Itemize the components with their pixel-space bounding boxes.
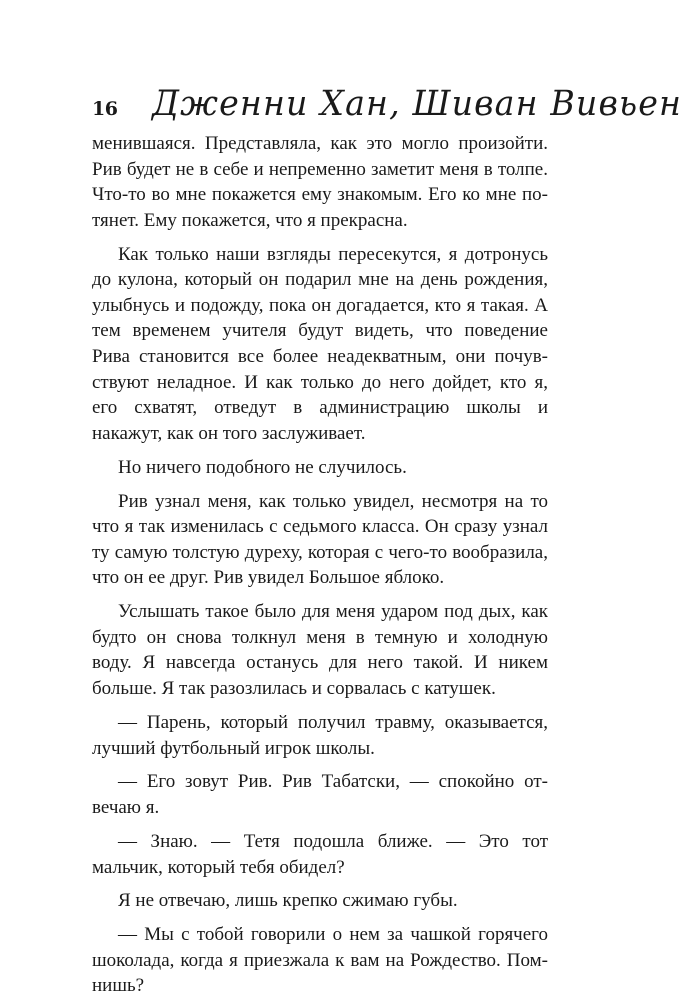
dialogue-paragraph: — Его зовут Рив. Рив Табатски, — спокойно отвечаю я. — [92, 771, 548, 819]
body-text — [92, 131, 548, 1007]
paragraph: Но ничего подобного не случилось. — [118, 456, 407, 478]
paragraph: Как только наши взгляды пересекутся, я дотронусь до кулона, который он подарил мне на день рождения, улыбнусь и подожду, пока он догадается, кто я такая. А тем временем учителя будут видеть, что поведение Рива становится все более неадекватным, они почувствуют неладное. И как только до него дойдет, кто я, его схватят, отведут в администрацию школы и накажут, как он того заслуживает. — [92, 243, 548, 444]
dialogue-paragraph: — Знаю. — Тетя подошла ближе. — Это тот мальчик, который тебя обидел? — [92, 830, 548, 878]
dialogue-paragraph: — Мы с тобой говорили о нем за чашкой горячего шоколада, когда я приезжала к вам на Рождество. Помнишь? — [92, 924, 548, 997]
paragraph: Услышать такое было для меня ударом под дых, как будто он снова толкнул меня в темную и холодную воду. Я навсегда останусь для него такой. И никем больше. Я так разозлилась и сорвалась с катушек. — [92, 601, 548, 700]
dialogue-paragraph: — Парень, который получил травму, оказывается, лучший футбольный игрок школы. — [92, 711, 548, 759]
paragraph: Рив узнал меня, как только увидел, несмотря на то что я так изменилась с седьмого класса. Он сразу узнал ту самую толстую дуреху, которая с чего-то вообразила, что он ее друг. Рив увидел Большое яблоко. — [92, 490, 548, 589]
running-head — [92, 76, 682, 126]
page-number: 16 — [92, 98, 118, 120]
paragraph: менившаяся. Представляла, как это могло произойти. Рив будет не в себе и непременно заметит меня в толпе. Что-то во мне покажется ему знакомым. Его ко мне потянет. Ему покажется, что я прекрасна. — [92, 133, 548, 231]
running-head-authors: Дженни Хан, Шиван Вивьен — [152, 84, 682, 124]
paragraph: Я не отвечаю, лишь крепко сжимаю губы. — [118, 890, 458, 912]
